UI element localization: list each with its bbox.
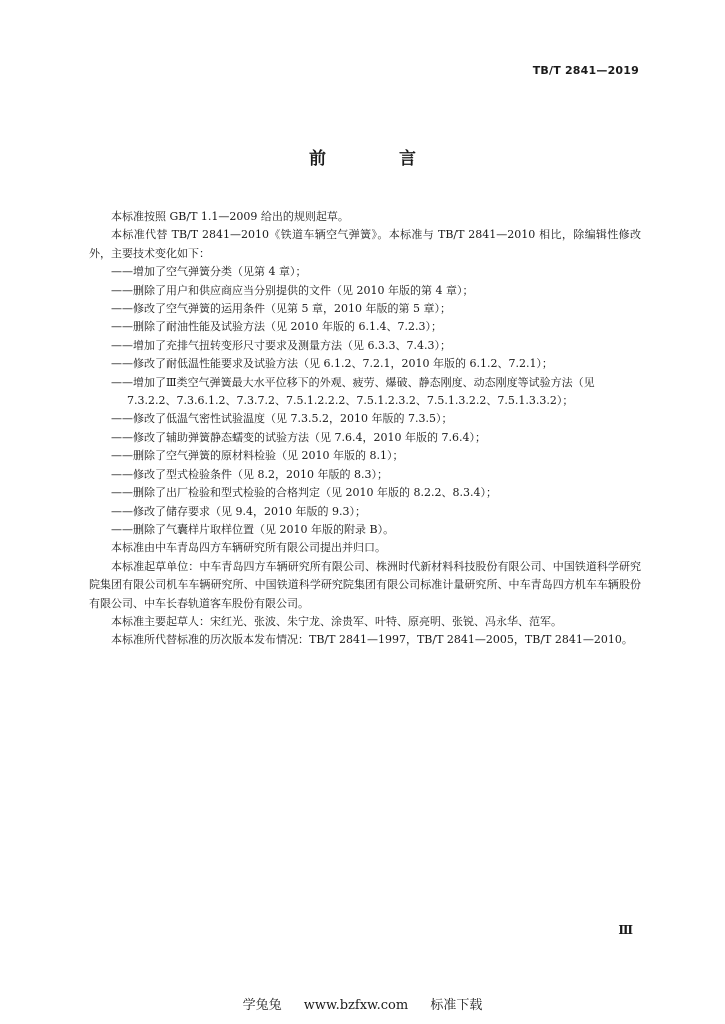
paragraph-replacement: 本标准代替 TB/T 2841—2010《铁道车辆空气弹簧》。本标准与 TB/T 2841—2010 相比，除编辑性修改外，主要技术变化如下： — [89, 228, 641, 260]
list-item: ——删除了耐油性能及试验方法（见 2010 年版的 6.1.4、7.2.3）； — [111, 320, 442, 334]
list-item: ——修改了型式检验条件（见 8.2，2010 年版的 8.3）； — [111, 467, 388, 481]
changes-list — [89, 263, 641, 539]
list-item: ——增加了空气弹簧分类（见第 4 章）； — [111, 265, 307, 279]
list-item: ——修改了储存要求（见 9.4，2010 年版的 9.3）； — [111, 504, 366, 518]
list-item: ——修改了低温气密性试验温度（见 7.3.5.2，2010 年版的 7.3.5）； — [111, 412, 453, 426]
list-item: ——修改了空气弹簧的运用条件（见第 5 章，2010 年版的第 5 章）； — [111, 302, 451, 316]
document-body — [89, 208, 641, 650]
list-item: ——增加了充排气扭转变形尺寸要求及测量方法（见 6.3.3、7.4.3）； — [111, 338, 451, 352]
list-item: ——删除了空气弹簧的原材料检验（见 2010 年版的 8.1）； — [111, 449, 404, 463]
paragraph-drafting-units: 本标准起草单位：中车青岛四方车辆研究所有限公司、株洲时代新材料科技股份有限公司、中国铁道科学研究院集团有限公司机车车辆研究所、中国铁道科学研究院集团有限公司标准计量研究所、中车青岛四方机车车辆股份有限公司、中车长春轨道客车股份有限公司。 — [89, 559, 641, 610]
list-item: ——删除了出厂检验和型式检验的合格判定（见 2010 年版的 8.2.2、8.3.4）； — [111, 486, 497, 500]
list-item: ——增加了Ⅲ类空气弹簧最大水平位移下的外观、疲劳、爆破、静态刚度、动态刚度等试验方法（见 7.3.2.2、7.3.6.1.2、7.3.7.2、7.5.1.2.2.2、7.5.1.2.3.2、7.5.1.3.2.2、7.5.1.3.3.2）； — [111, 375, 595, 408]
footer-url[interactable]: www.bzfxw.com — [303, 998, 409, 1013]
standard-number: TB/T 2841—2019 — [532, 64, 639, 77]
paragraph-drafting-rules: 本标准按照 GB/T 1.1—2009 给出的规则起草。 — [111, 210, 349, 223]
list-item: ——删除了用户和供应商应当分别提供的文件（见 2010 年版的第 4 章）； — [111, 283, 474, 297]
page-title: 前 言 — [309, 149, 444, 169]
footer-watermark — [0, 994, 725, 1013]
footer-site-name: 学兔兔 — [242, 998, 282, 1013]
list-item: ——修改了辅助弹簧静态蠕变的试验方法（见 7.6.4，2010 年版的 7.6.4）； — [111, 430, 486, 444]
paragraph-proposer: 本标准由中车青岛四方车辆研究所有限公司提出并归口。 — [111, 541, 386, 555]
paragraph-history: 本标准所代替标准的历次版本发布情况：TB/T 2841—1997，TB/T 2841—2005，TB/T 2841—2010。 — [111, 633, 633, 647]
list-item: ——删除了气囊样片取样位置（见 2010 年版的附录 B）。 — [111, 522, 395, 536]
footer-tagline: 标准下载 — [430, 998, 483, 1013]
page-number: Ⅲ — [618, 923, 633, 937]
list-item: ——修改了耐低温性能要求及试验方法（见 6.1.2、7.2.1，2010 年版的 6.1.2、7.2.1）； — [111, 357, 553, 371]
paragraph-drafters: 本标准主要起草人：宋红光、张波、朱宁龙、涂贵军、叶特、原亮明、张锐、冯永华、范军。 — [111, 614, 562, 628]
